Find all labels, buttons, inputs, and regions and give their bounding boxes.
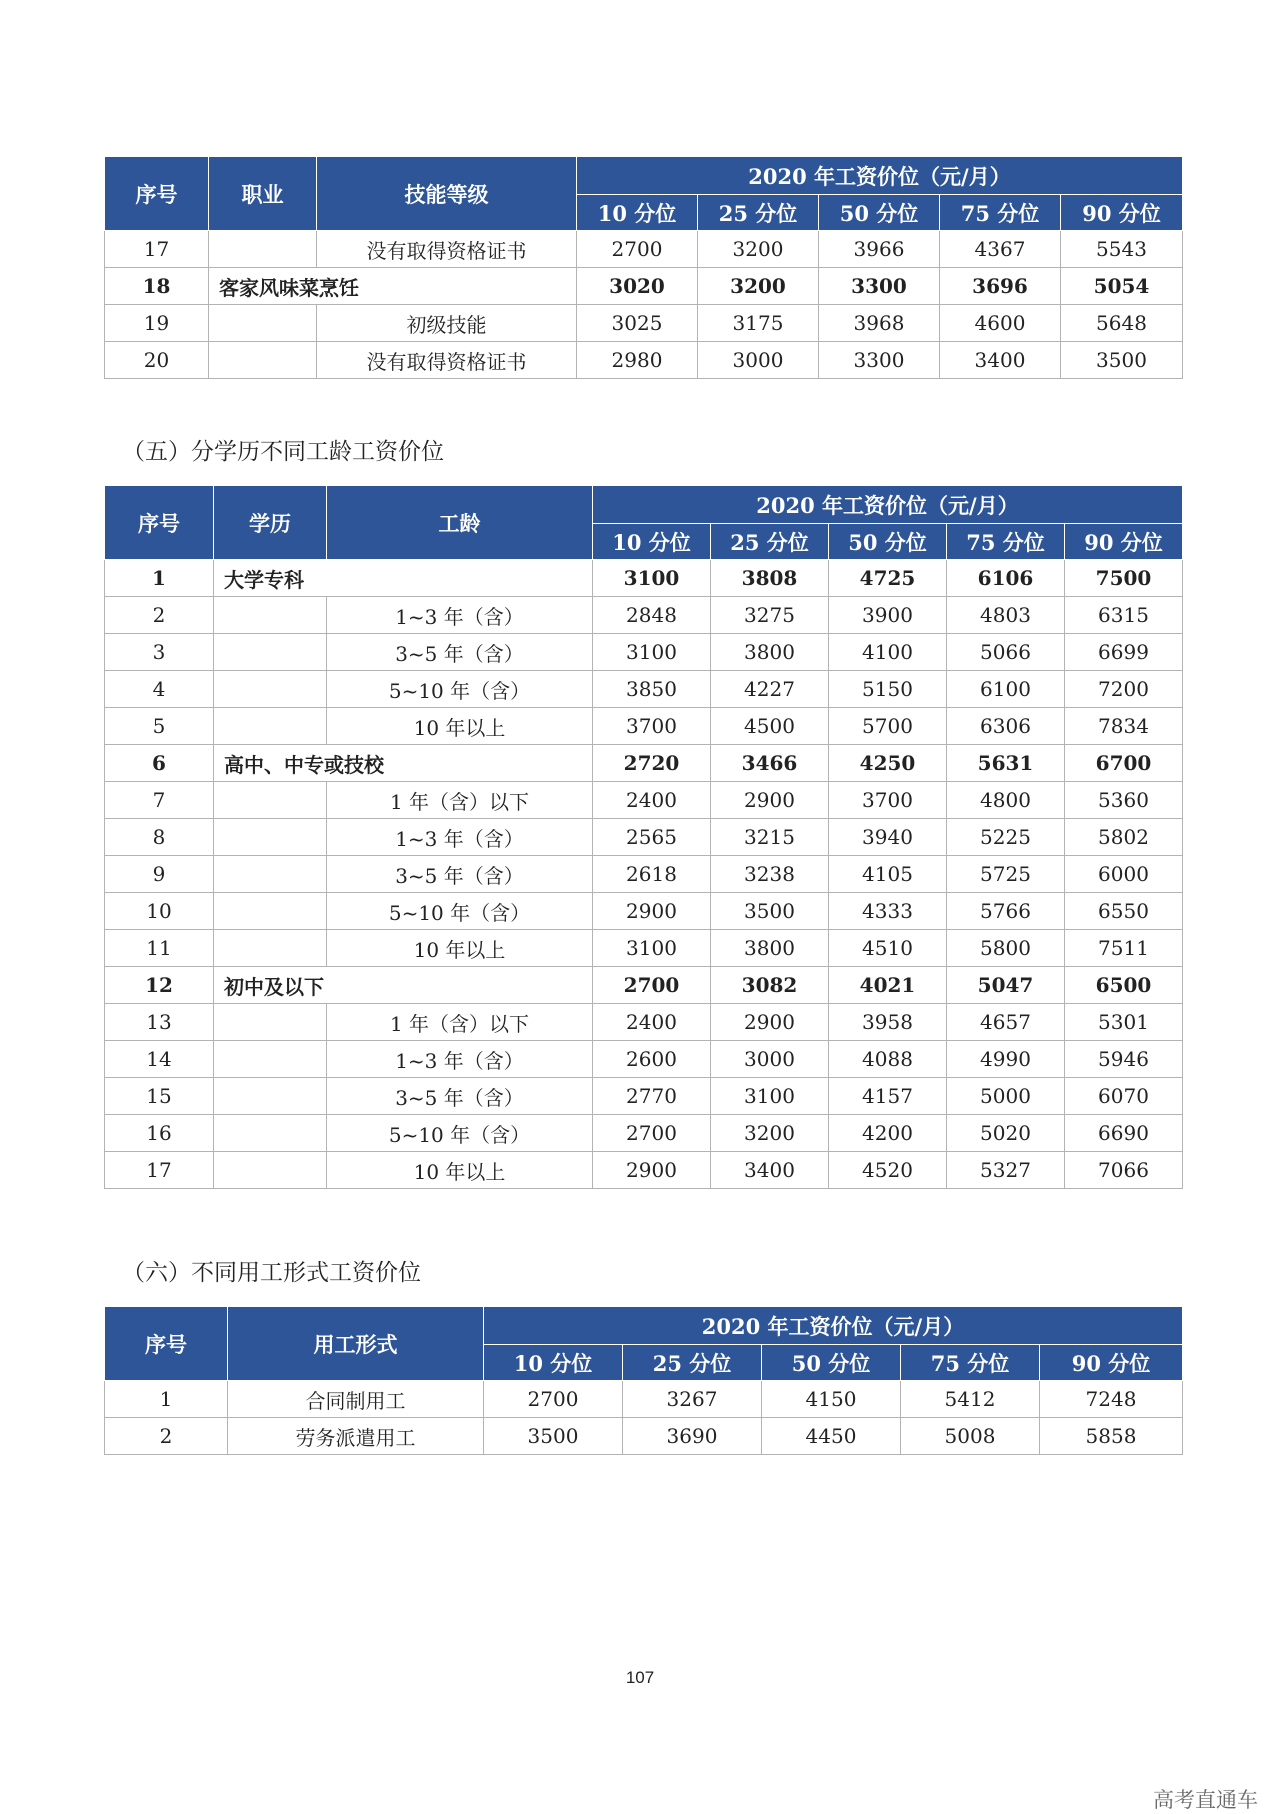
cell-p75: 4600 bbox=[940, 305, 1061, 342]
cell-p50: 4250 bbox=[829, 745, 947, 782]
header-p90: 90 分位 bbox=[1040, 1345, 1183, 1381]
header-p90: 90 分位 bbox=[1065, 524, 1183, 560]
cell-p25: 4227 bbox=[711, 671, 829, 708]
cell-p25: 3200 bbox=[698, 268, 819, 305]
cell-p25: 3267 bbox=[623, 1381, 762, 1418]
row-occupation bbox=[209, 231, 317, 268]
row-education bbox=[214, 597, 327, 634]
cell-p90: 6700 bbox=[1065, 745, 1183, 782]
cell-p90: 6070 bbox=[1065, 1078, 1183, 1115]
row-index: 12 bbox=[105, 967, 214, 1004]
row-index: 18 bbox=[105, 268, 209, 305]
row-seniority: 3~5 年（含） bbox=[327, 856, 593, 893]
header-p10: 10 分位 bbox=[577, 195, 698, 231]
cell-p50: 4200 bbox=[829, 1115, 947, 1152]
table-row bbox=[105, 1418, 1183, 1455]
row-index: 17 bbox=[105, 231, 209, 268]
table-row bbox=[105, 231, 1183, 268]
row-skill-level: 没有取得资格证书 bbox=[317, 231, 577, 268]
cell-p50: 3300 bbox=[819, 342, 940, 379]
table-row bbox=[105, 1115, 1183, 1152]
cell-p10: 2848 bbox=[593, 597, 711, 634]
cell-p90: 5360 bbox=[1065, 782, 1183, 819]
row-skill-level: 没有取得资格证书 bbox=[317, 342, 577, 379]
cell-p90: 5858 bbox=[1040, 1418, 1183, 1455]
header-p75: 75 分位 bbox=[947, 524, 1065, 560]
cell-p75: 5800 bbox=[947, 930, 1065, 967]
row-seniority: 1 年（含）以下 bbox=[327, 782, 593, 819]
cell-p10: 2400 bbox=[593, 782, 711, 819]
row-education: 大学专科 bbox=[214, 560, 593, 597]
cell-p75: 5047 bbox=[947, 967, 1065, 1004]
cell-p10: 2700 bbox=[484, 1381, 623, 1418]
header-p50: 50 分位 bbox=[819, 195, 940, 231]
row-index: 8 bbox=[105, 819, 214, 856]
header-p25: 25 分位 bbox=[711, 524, 829, 560]
cell-p75: 5020 bbox=[947, 1115, 1065, 1152]
header-employment-form: 用工形式 bbox=[228, 1307, 484, 1381]
cell-p50: 4450 bbox=[762, 1418, 901, 1455]
cell-p25: 3275 bbox=[711, 597, 829, 634]
row-employment-form: 劳务派遣用工 bbox=[228, 1418, 484, 1455]
cell-p10: 2700 bbox=[593, 967, 711, 1004]
cell-p25: 4500 bbox=[711, 708, 829, 745]
cell-p10: 3700 bbox=[593, 708, 711, 745]
cell-p10: 3025 bbox=[577, 305, 698, 342]
row-education: 高中、中专或技校 bbox=[214, 745, 593, 782]
row-education bbox=[214, 930, 327, 967]
cell-p90: 5802 bbox=[1065, 819, 1183, 856]
row-index: 3 bbox=[105, 634, 214, 671]
header-p10: 10 分位 bbox=[484, 1345, 623, 1381]
cell-p75: 6100 bbox=[947, 671, 1065, 708]
cell-p75: 4657 bbox=[947, 1004, 1065, 1041]
header-index: 序号 bbox=[105, 486, 214, 560]
table-row bbox=[105, 1041, 1183, 1078]
row-index: 6 bbox=[105, 745, 214, 782]
cell-p90: 7248 bbox=[1040, 1381, 1183, 1418]
row-index: 14 bbox=[105, 1041, 214, 1078]
cell-p75: 6306 bbox=[947, 708, 1065, 745]
row-education bbox=[214, 1004, 327, 1041]
cell-p75: 5725 bbox=[947, 856, 1065, 893]
row-seniority: 10 年以上 bbox=[327, 1152, 593, 1189]
cell-p10: 3100 bbox=[593, 930, 711, 967]
header-skill-level: 技能等级 bbox=[317, 157, 577, 231]
row-education bbox=[214, 782, 327, 819]
header-wage-group: 2020 年工资价位（元/月） bbox=[593, 486, 1183, 524]
cell-p50: 4333 bbox=[829, 893, 947, 930]
row-occupation bbox=[209, 342, 317, 379]
cell-p10: 2618 bbox=[593, 856, 711, 893]
table-row bbox=[105, 1381, 1183, 1418]
table-row bbox=[105, 634, 1183, 671]
row-education bbox=[214, 1041, 327, 1078]
cell-p10: 2900 bbox=[593, 893, 711, 930]
row-seniority: 1~3 年（含） bbox=[327, 1041, 593, 1078]
row-seniority: 10 年以上 bbox=[327, 930, 593, 967]
cell-p90: 6500 bbox=[1065, 967, 1183, 1004]
cell-p50: 4510 bbox=[829, 930, 947, 967]
header-wage-group: 2020 年工资价位（元/月） bbox=[577, 157, 1183, 195]
cell-p75: 5008 bbox=[901, 1418, 1040, 1455]
cell-p50: 4021 bbox=[829, 967, 947, 1004]
cell-p10: 3500 bbox=[484, 1418, 623, 1455]
header-p50: 50 分位 bbox=[829, 524, 947, 560]
row-index: 20 bbox=[105, 342, 209, 379]
cell-p50: 4157 bbox=[829, 1078, 947, 1115]
cell-p25: 3200 bbox=[711, 1115, 829, 1152]
cell-p75: 5225 bbox=[947, 819, 1065, 856]
cell-p25: 3800 bbox=[711, 930, 829, 967]
cell-p25: 3215 bbox=[711, 819, 829, 856]
table-row-category bbox=[105, 745, 1183, 782]
cell-p75: 6106 bbox=[947, 560, 1065, 597]
row-education bbox=[214, 708, 327, 745]
cell-p75: 5327 bbox=[947, 1152, 1065, 1189]
table-row bbox=[105, 893, 1183, 930]
cell-p10: 2700 bbox=[577, 231, 698, 268]
cell-p10: 3100 bbox=[593, 560, 711, 597]
cell-p25: 3238 bbox=[711, 856, 829, 893]
cell-p90: 7834 bbox=[1065, 708, 1183, 745]
row-education bbox=[214, 819, 327, 856]
table-row bbox=[105, 305, 1183, 342]
row-occupation bbox=[209, 305, 317, 342]
row-index: 11 bbox=[105, 930, 214, 967]
occupation-wage-table bbox=[104, 156, 1183, 379]
cell-p25: 3000 bbox=[698, 342, 819, 379]
table-row bbox=[105, 342, 1183, 379]
row-education bbox=[214, 634, 327, 671]
row-seniority: 3~5 年（含） bbox=[327, 634, 593, 671]
header-p75: 75 分位 bbox=[901, 1345, 1040, 1381]
cell-p10: 2400 bbox=[593, 1004, 711, 1041]
cell-p75: 3696 bbox=[940, 268, 1061, 305]
table-row bbox=[105, 782, 1183, 819]
cell-p50: 4725 bbox=[829, 560, 947, 597]
cell-p75: 5766 bbox=[947, 893, 1065, 930]
cell-p75: 5412 bbox=[901, 1381, 1040, 1418]
cell-p90: 7511 bbox=[1065, 930, 1183, 967]
row-index: 2 bbox=[105, 597, 214, 634]
cell-p25: 3000 bbox=[711, 1041, 829, 1078]
cell-p10: 2980 bbox=[577, 342, 698, 379]
cell-p50: 5700 bbox=[829, 708, 947, 745]
row-index: 1 bbox=[105, 1381, 228, 1418]
cell-p50: 4088 bbox=[829, 1041, 947, 1078]
cell-p75: 4990 bbox=[947, 1041, 1065, 1078]
cell-p50: 3700 bbox=[829, 782, 947, 819]
table-row bbox=[105, 597, 1183, 634]
cell-p90: 5648 bbox=[1061, 305, 1183, 342]
table-row-category bbox=[105, 560, 1183, 597]
cell-p90: 6690 bbox=[1065, 1115, 1183, 1152]
row-education bbox=[214, 893, 327, 930]
cell-p50: 4100 bbox=[829, 634, 947, 671]
cell-p75: 4800 bbox=[947, 782, 1065, 819]
row-education bbox=[214, 1115, 327, 1152]
cell-p90: 5054 bbox=[1061, 268, 1183, 305]
table-row bbox=[105, 1078, 1183, 1115]
cell-p10: 3850 bbox=[593, 671, 711, 708]
row-index: 7 bbox=[105, 782, 214, 819]
education-seniority-wage-table bbox=[104, 485, 1183, 1189]
cell-p50: 3940 bbox=[829, 819, 947, 856]
cell-p25: 3082 bbox=[711, 967, 829, 1004]
header-p50: 50 分位 bbox=[762, 1345, 901, 1381]
cell-p75: 3400 bbox=[940, 342, 1061, 379]
cell-p25: 2900 bbox=[711, 782, 829, 819]
cell-p25: 2900 bbox=[711, 1004, 829, 1041]
cell-p25: 3808 bbox=[711, 560, 829, 597]
cell-p25: 3175 bbox=[698, 305, 819, 342]
row-index: 19 bbox=[105, 305, 209, 342]
table-row bbox=[105, 856, 1183, 893]
cell-p50: 3968 bbox=[819, 305, 940, 342]
table-row-category bbox=[105, 967, 1183, 1004]
cell-p90: 7200 bbox=[1065, 671, 1183, 708]
cell-p50: 3958 bbox=[829, 1004, 947, 1041]
cell-p10: 2565 bbox=[593, 819, 711, 856]
cell-p90: 6315 bbox=[1065, 597, 1183, 634]
cell-p10: 2720 bbox=[593, 745, 711, 782]
cell-p50: 4520 bbox=[829, 1152, 947, 1189]
cell-p90: 5946 bbox=[1065, 1041, 1183, 1078]
header-education: 学历 bbox=[214, 486, 327, 560]
row-index: 5 bbox=[105, 708, 214, 745]
row-index: 9 bbox=[105, 856, 214, 893]
row-education: 初中及以下 bbox=[214, 967, 593, 1004]
table-row bbox=[105, 708, 1183, 745]
table-row-category bbox=[105, 268, 1183, 305]
watermark: 高考直通车 bbox=[1153, 1788, 1258, 1812]
cell-p25: 3690 bbox=[623, 1418, 762, 1455]
cell-p50: 4105 bbox=[829, 856, 947, 893]
row-index: 2 bbox=[105, 1418, 228, 1455]
cell-p10: 2770 bbox=[593, 1078, 711, 1115]
header-seniority: 工龄 bbox=[327, 486, 593, 560]
row-skill-level: 初级技能 bbox=[317, 305, 577, 342]
row-seniority: 1~3 年（含） bbox=[327, 597, 593, 634]
cell-p25: 3500 bbox=[711, 893, 829, 930]
cell-p75: 5000 bbox=[947, 1078, 1065, 1115]
cell-p90: 6699 bbox=[1065, 634, 1183, 671]
header-wage-group: 2020 年工资价位（元/月） bbox=[484, 1307, 1183, 1345]
cell-p90: 7066 bbox=[1065, 1152, 1183, 1189]
row-index: 13 bbox=[105, 1004, 214, 1041]
row-index: 1 bbox=[105, 560, 214, 597]
cell-p90: 6550 bbox=[1065, 893, 1183, 930]
header-p90: 90 分位 bbox=[1061, 195, 1183, 231]
table-row bbox=[105, 671, 1183, 708]
header-occupation: 职业 bbox=[209, 157, 317, 231]
cell-p90: 5301 bbox=[1065, 1004, 1183, 1041]
row-seniority: 5~10 年（含） bbox=[327, 893, 593, 930]
cell-p10: 3100 bbox=[593, 634, 711, 671]
row-seniority: 5~10 年（含） bbox=[327, 1115, 593, 1152]
cell-p50: 3300 bbox=[819, 268, 940, 305]
cell-p90: 6000 bbox=[1065, 856, 1183, 893]
row-seniority: 5~10 年（含） bbox=[327, 671, 593, 708]
header-p10: 10 分位 bbox=[593, 524, 711, 560]
cell-p10: 2600 bbox=[593, 1041, 711, 1078]
cell-p50: 5150 bbox=[829, 671, 947, 708]
header-p25: 25 分位 bbox=[623, 1345, 762, 1381]
row-occupation: 客家风味菜烹饪 bbox=[209, 268, 577, 305]
row-seniority: 3~5 年（含） bbox=[327, 1078, 593, 1115]
cell-p50: 3900 bbox=[829, 597, 947, 634]
header-p75: 75 分位 bbox=[940, 195, 1061, 231]
row-index: 15 bbox=[105, 1078, 214, 1115]
row-education bbox=[214, 856, 327, 893]
section-heading-employment: （六）不同用工形式工资价位 bbox=[122, 1260, 421, 1286]
cell-p25: 3466 bbox=[711, 745, 829, 782]
row-education bbox=[214, 1152, 327, 1189]
cell-p90: 5543 bbox=[1061, 231, 1183, 268]
cell-p90: 3500 bbox=[1061, 342, 1183, 379]
table-row bbox=[105, 1004, 1183, 1041]
cell-p75: 5631 bbox=[947, 745, 1065, 782]
header-index: 序号 bbox=[105, 1307, 228, 1381]
cell-p75: 4367 bbox=[940, 231, 1061, 268]
header-p25: 25 分位 bbox=[698, 195, 819, 231]
cell-p75: 5066 bbox=[947, 634, 1065, 671]
table-row bbox=[105, 930, 1183, 967]
page-number: 107 bbox=[625, 1668, 655, 1687]
row-seniority: 10 年以上 bbox=[327, 708, 593, 745]
row-index: 16 bbox=[105, 1115, 214, 1152]
row-seniority: 1 年（含）以下 bbox=[327, 1004, 593, 1041]
row-education bbox=[214, 671, 327, 708]
table-row bbox=[105, 819, 1183, 856]
cell-p25: 3800 bbox=[711, 634, 829, 671]
table-row bbox=[105, 1152, 1183, 1189]
cell-p90: 7500 bbox=[1065, 560, 1183, 597]
employment-form-wage-table bbox=[104, 1306, 1183, 1455]
cell-p25: 3400 bbox=[711, 1152, 829, 1189]
cell-p10: 3020 bbox=[577, 268, 698, 305]
cell-p50: 4150 bbox=[762, 1381, 901, 1418]
cell-p25: 3200 bbox=[698, 231, 819, 268]
section-heading-education: （五）分学历不同工龄工资价位 bbox=[122, 439, 444, 465]
row-index: 17 bbox=[105, 1152, 214, 1189]
row-seniority: 1~3 年（含） bbox=[327, 819, 593, 856]
cell-p25: 3100 bbox=[711, 1078, 829, 1115]
row-index: 10 bbox=[105, 893, 214, 930]
row-employment-form: 合同制用工 bbox=[228, 1381, 484, 1418]
cell-p50: 3966 bbox=[819, 231, 940, 268]
header-index: 序号 bbox=[105, 157, 209, 231]
cell-p10: 2900 bbox=[593, 1152, 711, 1189]
cell-p75: 4803 bbox=[947, 597, 1065, 634]
row-index: 4 bbox=[105, 671, 214, 708]
cell-p10: 2700 bbox=[593, 1115, 711, 1152]
row-education bbox=[214, 1078, 327, 1115]
